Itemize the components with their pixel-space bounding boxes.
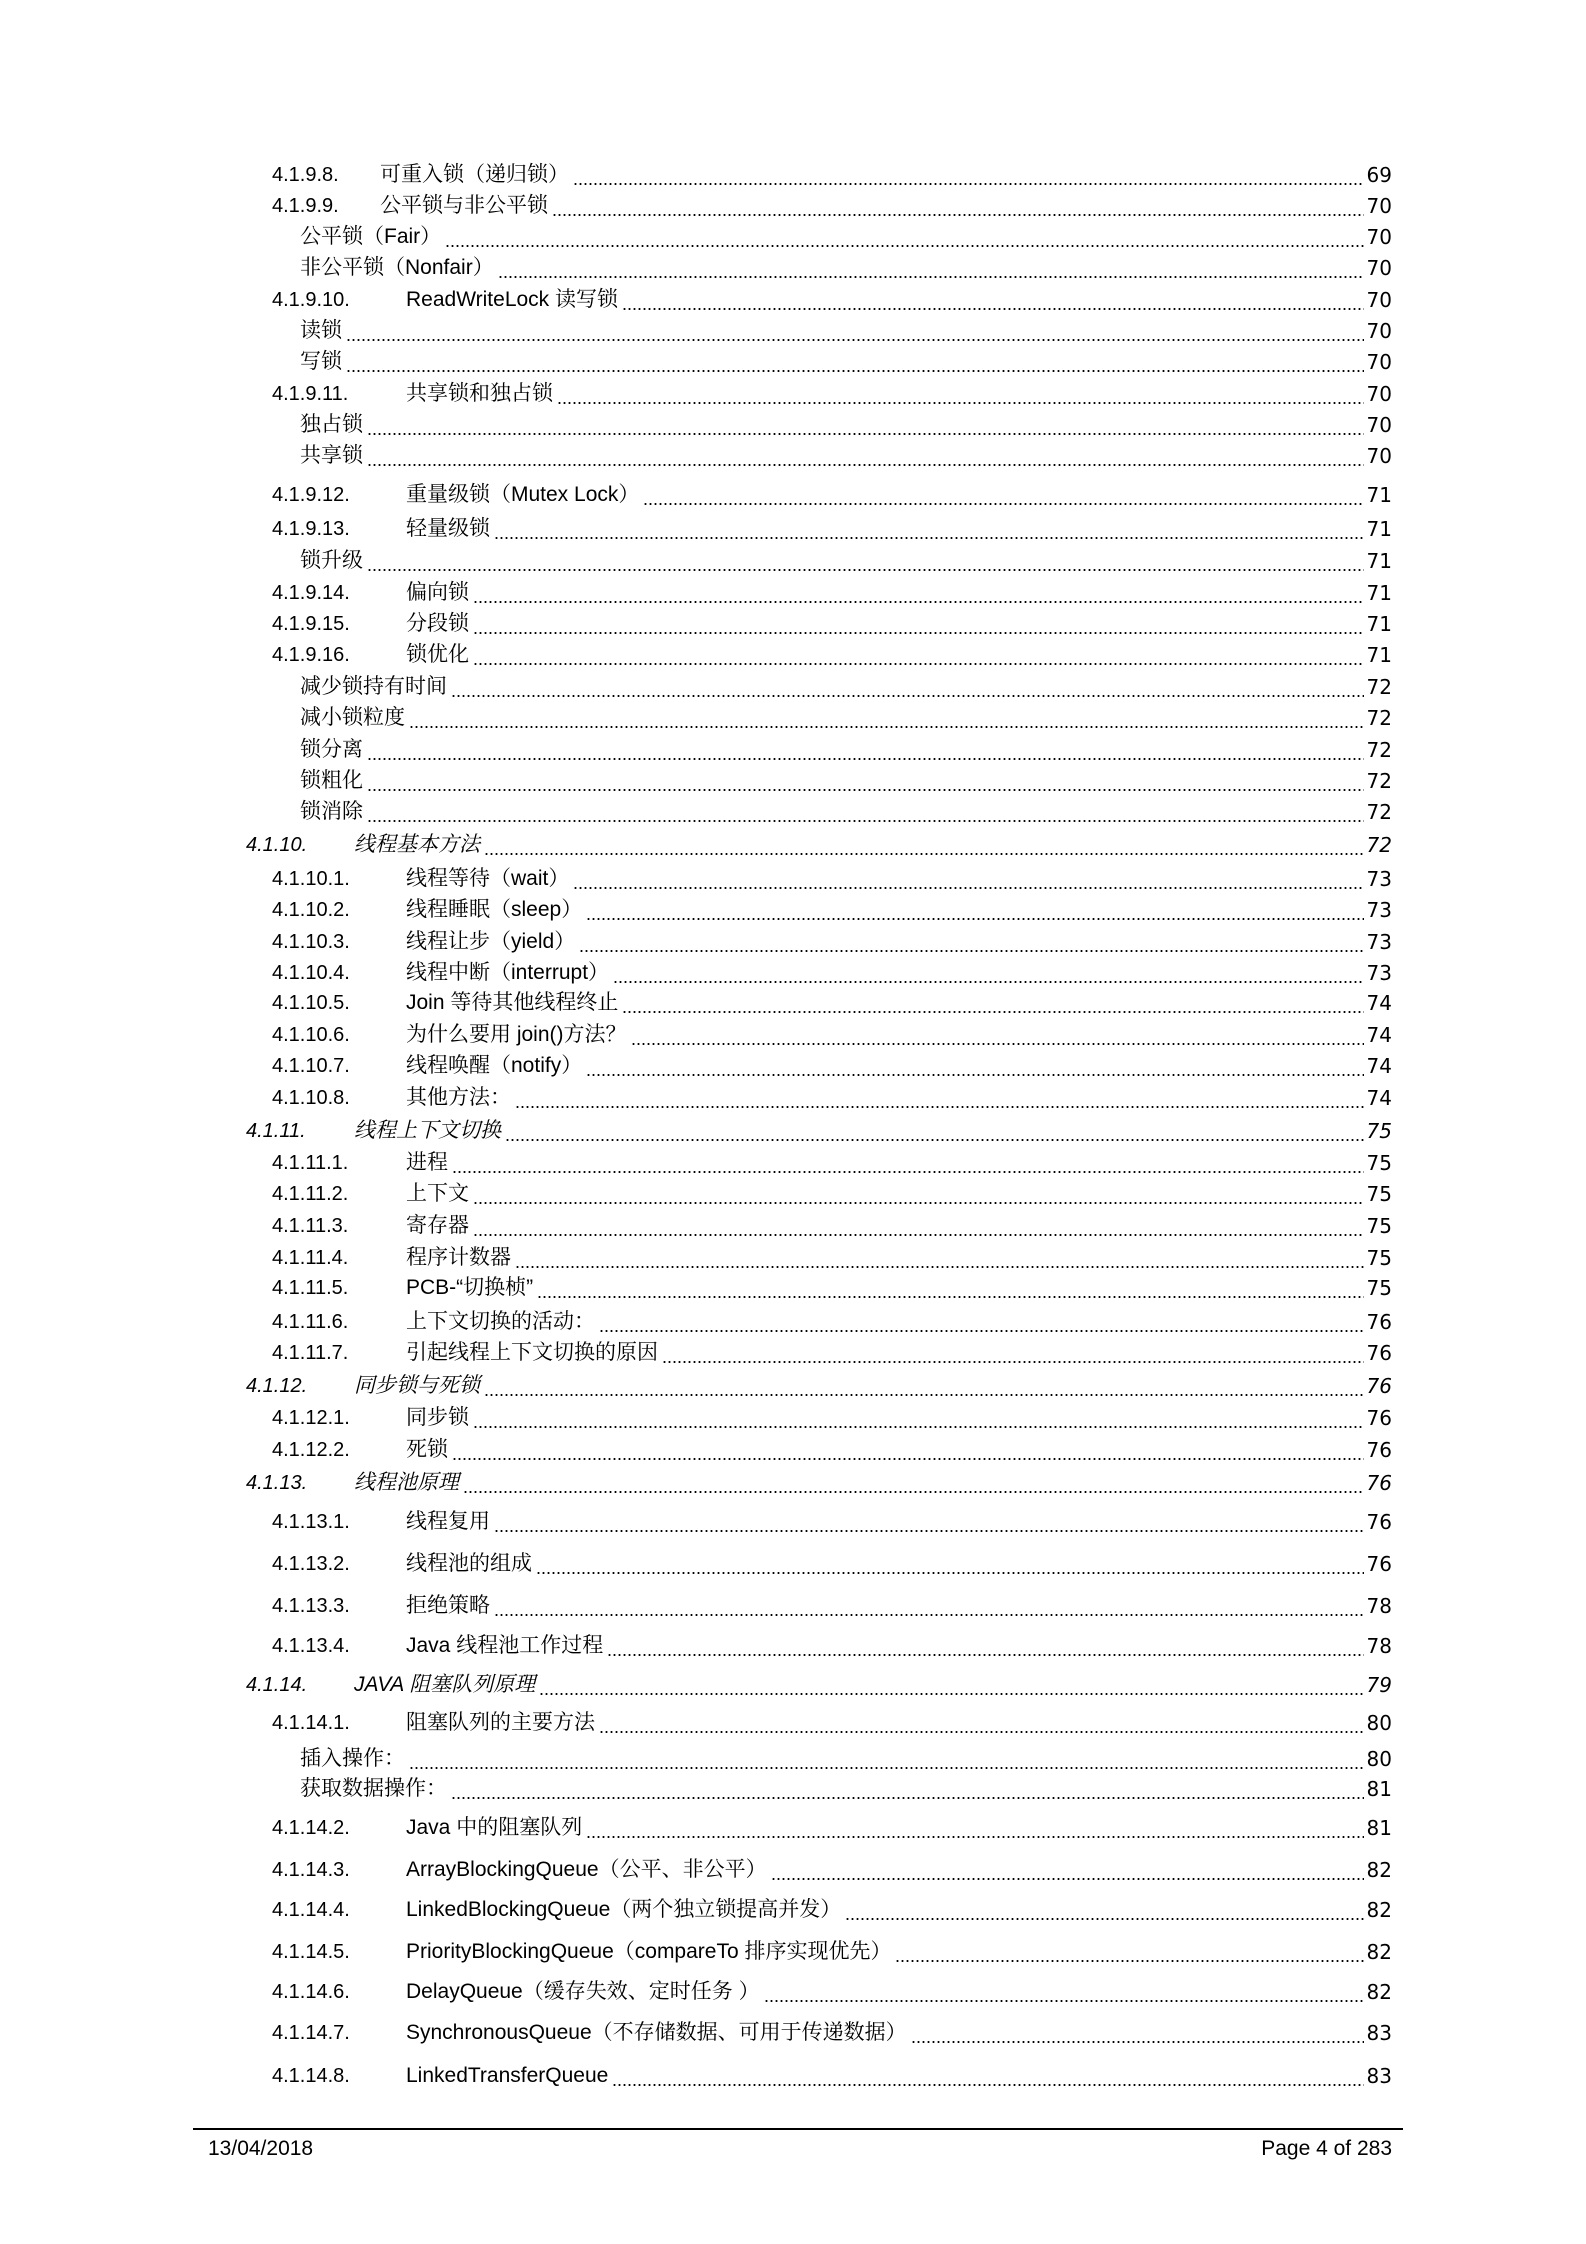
toc-entry-title[interactable]: 减少锁持有时间 (300, 672, 449, 702)
toc-entry-page[interactable]: 70 (1365, 410, 1392, 440)
toc-entry-page[interactable]: 73 (1365, 927, 1392, 957)
toc-entry-title[interactable]: 上下文切换的活动： (406, 1307, 597, 1337)
toc-entry-page[interactable]: 70 (1365, 191, 1392, 221)
toc-entry-page[interactable]: 72 (1365, 735, 1392, 765)
dot-leader (505, 1116, 1364, 1146)
toc-entry-page[interactable]: 73 (1365, 895, 1392, 925)
toc-entry[interactable] (0, 1855, 1586, 1885)
toc-entry-page[interactable]: 70 (1365, 316, 1392, 346)
toc-entry-page[interactable]: 82 (1365, 1895, 1392, 1925)
toc-entry-title[interactable]: 同步锁 (406, 1403, 471, 1433)
toc-entry-page[interactable]: 72 (1365, 703, 1392, 733)
dot-leader (586, 1813, 1364, 1843)
dot-leader (536, 1549, 1364, 1579)
toc-entry[interactable] (0, 1549, 1586, 1579)
toc-entry-title[interactable]: 线程复用 (406, 1507, 492, 1537)
toc-entry[interactable] (0, 160, 1586, 190)
toc-entry-title[interactable]: 获取数据操作： (300, 1774, 449, 1804)
toc-entry[interactable] (0, 766, 1586, 796)
toc-entry-page[interactable]: 80 (1365, 1708, 1392, 1738)
toc-entry-number: 4.1.14.2. (272, 1817, 350, 1839)
dot-leader (845, 1895, 1364, 1925)
toc-entry-title[interactable]: 程序计数器 (406, 1243, 513, 1273)
toc-entry-page[interactable]: 72 (1365, 797, 1392, 827)
toc-entry[interactable] (0, 703, 1586, 733)
toc-entry-page[interactable]: 72 (1365, 830, 1392, 860)
toc-entry-number: 4.1.13.3. (272, 1595, 350, 1617)
toc-entry-title[interactable]: 锁优化 (406, 640, 471, 670)
dot-leader (622, 285, 1364, 315)
dot-leader (484, 830, 1364, 860)
toc-entry-number: 4.1.14.8. (272, 2065, 350, 2087)
toc-entry-page[interactable]: 74 (1365, 1020, 1392, 1050)
toc-entry-title[interactable]: 轻量级锁 (406, 514, 492, 544)
toc-entry[interactable] (0, 1708, 1586, 1738)
toc-entry-title[interactable]: 公平锁与非公平锁 (380, 191, 550, 221)
toc-entry-title[interactable]: 写锁 (300, 347, 344, 377)
toc-entry-page[interactable]: 75 (1365, 1273, 1392, 1303)
toc-entry-number: 4.1.9.12. (272, 484, 350, 506)
toc-entry-title[interactable]: 为什么要用 join()方法？ (406, 1020, 629, 1050)
toc-entry-title[interactable]: 独占锁 (300, 410, 365, 440)
toc-entry-number: 4.1.11. (246, 1120, 306, 1142)
toc-entry[interactable] (0, 1020, 1586, 1050)
toc-entry-title[interactable]: SynchronousQueue（不存储数据、可用于传递数据） (406, 2018, 909, 2048)
toc-entry-page[interactable]: 78 (1365, 1631, 1392, 1661)
dot-leader (451, 672, 1364, 702)
toc-entry-page[interactable]: 69 (1365, 160, 1392, 190)
dot-leader (494, 1507, 1364, 1537)
toc-entry[interactable] (0, 1937, 1586, 1967)
toc-entry-number: 4.1.9.11. (272, 383, 349, 405)
toc-entry-title[interactable]: 线程中断（interrupt） (406, 958, 611, 988)
dot-leader (494, 514, 1364, 544)
toc-entry-title[interactable]: LinkedBlockingQueue（两个独立锁提高并发） (406, 1895, 843, 1925)
toc-entry[interactable] (0, 1243, 1586, 1273)
toc-entry-page[interactable]: 70 (1365, 347, 1392, 377)
dot-leader (573, 864, 1364, 894)
dot-leader (515, 1243, 1364, 1273)
toc-entry-title[interactable]: 其他方法： (406, 1083, 513, 1113)
toc-entry-title[interactable]: 锁升级 (300, 546, 365, 576)
toc-entry[interactable] (0, 1435, 1586, 1465)
toc-entry-page[interactable]: 73 (1365, 864, 1392, 894)
toc-entry[interactable] (0, 1670, 1586, 1700)
dot-leader (367, 410, 1364, 440)
toc-entry-title[interactable]: PriorityBlockingQueue（compareTo 排序实现优先） (406, 1937, 893, 1967)
toc-entry-page[interactable]: 76 (1365, 1371, 1392, 1401)
footer-date: 13/04/2018 (208, 2137, 314, 2160)
toc-entry-number: 4.1.10.1. (272, 868, 350, 890)
toc-entry-page[interactable]: 83 (1365, 2018, 1392, 2048)
dot-leader (409, 703, 1364, 733)
toc-entry-title[interactable]: DelayQueue（缓存失效、定时任务 ） (406, 1977, 762, 2007)
toc-entry[interactable] (0, 1051, 1586, 1081)
dot-leader (473, 640, 1364, 670)
toc-entry-number: 4.1.10.2. (272, 899, 350, 921)
toc-entry-page[interactable]: 81 (1365, 1774, 1392, 1804)
dot-leader (643, 480, 1364, 510)
dot-leader (515, 1083, 1364, 1113)
toc-entry-page[interactable]: 76 (1365, 1403, 1392, 1433)
dot-leader (911, 2018, 1364, 2048)
toc-entry-page[interactable]: 71 (1365, 640, 1392, 670)
toc-entry[interactable] (0, 222, 1586, 252)
dot-leader (409, 1744, 1364, 1774)
toc-entry-number: 4.1.14.1. (272, 1712, 350, 1734)
toc-entry[interactable] (0, 316, 1586, 346)
toc-entry[interactable] (0, 1895, 1586, 1925)
toc-entry-page[interactable]: 71 (1365, 514, 1392, 544)
toc-entry-number: 4.1.11.3. (272, 1215, 349, 1237)
dot-leader (346, 316, 1364, 346)
dot-leader (445, 222, 1364, 252)
dot-leader (367, 546, 1364, 576)
toc-entry[interactable] (0, 1179, 1586, 1209)
toc-entry-title[interactable]: 插入操作： (300, 1744, 407, 1774)
dot-leader (463, 1468, 1364, 1498)
toc-entry-number: 4.1.11.7. (272, 1342, 349, 1364)
toc-entry-page[interactable]: 72 (1365, 672, 1392, 702)
toc-entry-number: 4.1.9.15. (272, 613, 350, 635)
toc-entry-page[interactable]: 70 (1365, 222, 1392, 252)
dot-leader (586, 895, 1364, 925)
toc-entry-title[interactable]: Join 等待其他线程终止 (406, 988, 620, 1018)
dot-leader (613, 958, 1364, 988)
toc-entry-page[interactable]: 74 (1365, 1051, 1392, 1081)
toc-entry[interactable] (0, 1307, 1586, 1337)
toc-entry-title[interactable]: 减小锁粒度 (300, 703, 407, 733)
dot-leader (473, 609, 1364, 639)
toc-entry[interactable] (0, 830, 1586, 860)
dot-leader (612, 2061, 1364, 2091)
toc-entry-number: 4.1.10.6. (272, 1024, 350, 1046)
toc-entry-page[interactable]: 83 (1365, 2061, 1392, 2091)
toc-entry-number: 4.1.14.7. (272, 2022, 350, 2044)
toc-entry-number: 4.1.14.5. (272, 1941, 350, 1963)
toc-entry[interactable] (0, 480, 1586, 510)
toc-entry-page[interactable]: 71 (1365, 609, 1392, 639)
toc-entry-title[interactable]: 共享锁和独占锁 (406, 379, 555, 409)
toc-entry-title[interactable]: 重量级锁（Mutex Lock） (406, 480, 641, 510)
toc-entry-page[interactable]: 74 (1365, 988, 1392, 1018)
toc-entry[interactable] (0, 988, 1586, 1018)
footer-page-number: Page 4 of 283 (1261, 2137, 1392, 2160)
dot-leader (895, 1937, 1364, 1967)
toc-entry[interactable] (0, 285, 1586, 315)
toc-entry-number: 4.1.10.7. (272, 1055, 350, 1077)
toc-entry[interactable] (0, 672, 1586, 702)
toc-entry-page[interactable]: 70 (1365, 441, 1392, 471)
toc-entry-number: 4.1.11.4. (272, 1247, 349, 1269)
toc-entry-number: 4.1.11.5. (272, 1277, 349, 1299)
toc-entry[interactable] (0, 1977, 1586, 2007)
toc-entry-page[interactable]: 79 (1365, 1670, 1392, 1700)
toc-entry-title[interactable]: 线程基本方法 (354, 830, 482, 860)
toc-entry[interactable] (0, 864, 1586, 894)
toc-entry-title[interactable]: 线程上下文切换 (354, 1116, 503, 1146)
toc-entry-number: 4.1.11.6. (272, 1311, 349, 1333)
toc-entry-number: 4.1.13.1. (272, 1511, 350, 1533)
toc-entry[interactable] (0, 2018, 1586, 2048)
toc-entry-number: 4.1.9.13. (272, 518, 350, 540)
toc-entry-page[interactable]: 75 (1365, 1179, 1392, 1209)
toc-entry-title[interactable]: 锁消除 (300, 797, 365, 827)
toc-entry[interactable] (0, 578, 1586, 608)
dot-leader (451, 1774, 1364, 1804)
toc-entry[interactable] (0, 410, 1586, 440)
toc-entry-page[interactable]: 71 (1365, 480, 1392, 510)
dot-leader (539, 1670, 1364, 1700)
toc-entry-title[interactable]: 可重入锁（递归锁） (380, 160, 571, 190)
toc-entry-number: 4.1.10.8. (272, 1087, 350, 1109)
toc-entry-page[interactable]: 71 (1365, 578, 1392, 608)
toc-entry-page[interactable]: 76 (1365, 1435, 1392, 1465)
toc-entry-number: 4.1.9.10. (272, 289, 350, 311)
toc-entry-number: 4.1.12.2. (272, 1439, 350, 1461)
toc-entry-title[interactable]: 阻塞队列的主要方法 (406, 1708, 597, 1738)
dot-leader (599, 1307, 1364, 1337)
toc-entry-page[interactable]: 78 (1365, 1591, 1392, 1621)
toc-entry-page[interactable]: 70 (1365, 285, 1392, 315)
toc-entry-title[interactable]: 线程池原理 (354, 1468, 461, 1498)
dot-leader (367, 735, 1364, 765)
toc-entry[interactable] (0, 640, 1586, 670)
dot-leader (607, 1631, 1364, 1661)
toc-entry-title[interactable]: 分段锁 (406, 609, 471, 639)
dot-leader (552, 191, 1364, 221)
toc-entry[interactable] (0, 546, 1586, 576)
toc-entry[interactable] (0, 347, 1586, 377)
toc-entry-number: 4.1.14. (246, 1674, 308, 1696)
dot-leader (484, 1371, 1364, 1401)
dot-leader (452, 1435, 1364, 1465)
toc-entry-page[interactable]: 75 (1365, 1148, 1392, 1178)
dot-leader (367, 441, 1364, 471)
toc-entry[interactable] (0, 927, 1586, 957)
toc-entry[interactable] (0, 609, 1586, 639)
toc-entry-title[interactable]: 线程池的组成 (406, 1549, 534, 1579)
dot-leader (473, 1403, 1364, 1433)
dot-leader (473, 1211, 1364, 1241)
toc-entry-page[interactable]: 76 (1365, 1468, 1392, 1498)
toc-entry[interactable] (0, 1338, 1586, 1368)
toc-entry[interactable] (0, 1468, 1586, 1498)
dot-leader (498, 253, 1364, 283)
toc-entry-title[interactable]: 拒绝策略 (406, 1591, 492, 1621)
toc-entry-title[interactable]: 公平锁（Fair） (300, 222, 443, 252)
toc-entry[interactable] (0, 1211, 1586, 1241)
dot-leader (367, 766, 1364, 796)
toc-entry-title[interactable]: LinkedTransferQueue (406, 2061, 610, 2091)
toc-entry-title[interactable]: 线程让步（yield） (406, 927, 577, 957)
toc-entry[interactable] (0, 1813, 1586, 1843)
toc-entry-title[interactable]: 锁粗化 (300, 766, 365, 796)
toc-entry-page[interactable]: 74 (1365, 1083, 1392, 1113)
toc-entry-title[interactable]: 共享锁 (300, 441, 365, 471)
toc-entry-title[interactable]: 锁分离 (300, 735, 365, 765)
toc-entry-number: 4.1.14.3. (272, 1859, 350, 1881)
toc-entry[interactable] (0, 1631, 1586, 1661)
dot-leader (631, 1020, 1364, 1050)
toc-entry-title[interactable]: 上下文 (406, 1179, 471, 1209)
toc-entry[interactable] (0, 735, 1586, 765)
toc-entry-number: 4.1.9.9. (272, 195, 339, 217)
toc-entry-number: 4.1.9.8. (272, 164, 339, 186)
toc-entry[interactable] (0, 514, 1586, 544)
toc-entry-title[interactable]: 非公平锁（Nonfair） (300, 253, 496, 283)
toc-entry[interactable] (0, 1083, 1586, 1113)
toc-entry[interactable] (0, 2061, 1586, 2091)
toc-entry-number: 4.1.12.1. (272, 1407, 350, 1429)
dot-leader (473, 578, 1364, 608)
dot-leader (452, 1148, 1364, 1178)
toc-entry-page[interactable]: 76 (1365, 1338, 1392, 1368)
toc-entry[interactable] (0, 1744, 1586, 1774)
toc-entry[interactable] (0, 1116, 1586, 1146)
toc-entry[interactable] (0, 1507, 1586, 1537)
dot-leader (473, 1179, 1364, 1209)
toc-entry[interactable] (0, 379, 1586, 409)
toc-entry-title[interactable]: PCB-“切换桢” (406, 1273, 535, 1303)
dot-leader (599, 1708, 1364, 1738)
dot-leader (622, 988, 1364, 1018)
toc-entry[interactable] (0, 253, 1586, 283)
toc-entry-page[interactable]: 76 (1365, 1507, 1392, 1537)
toc-entry-page[interactable]: 76 (1365, 1307, 1392, 1337)
toc-entry-number: 4.1.12. (246, 1375, 308, 1397)
toc-entry-page[interactable]: 70 (1365, 253, 1392, 283)
toc-entry-title[interactable]: 读锁 (300, 316, 344, 346)
dot-leader (662, 1338, 1364, 1368)
toc-entry-page[interactable]: 75 (1365, 1243, 1392, 1273)
toc-entry-number: 4.1.11.1. (272, 1152, 349, 1174)
toc-entry-page[interactable]: 72 (1365, 766, 1392, 796)
dot-leader (586, 1051, 1364, 1081)
toc-entry-title[interactable]: 偏向锁 (406, 578, 471, 608)
toc-entry-title[interactable]: 线程睡眠（sleep） (406, 895, 584, 925)
dot-leader (573, 160, 1364, 190)
footer-divider (193, 2128, 1403, 2130)
toc-entry-number: 4.1.13. (246, 1472, 308, 1494)
toc-entry[interactable] (0, 958, 1586, 988)
toc-entry-title[interactable]: 寄存器 (406, 1211, 471, 1241)
toc-entry-number: 4.1.11.2. (272, 1183, 349, 1205)
toc-entry-number: 4.1.10.4. (272, 962, 350, 984)
dot-leader (494, 1591, 1364, 1621)
toc-entry[interactable] (0, 797, 1586, 827)
toc-entry[interactable] (0, 1148, 1586, 1178)
dot-leader (557, 379, 1364, 409)
toc-entry-title[interactable]: 线程等待（wait） (406, 864, 571, 894)
toc-entry-page[interactable]: 75 (1365, 1211, 1392, 1241)
dot-leader (579, 927, 1364, 957)
toc-entry-title[interactable]: 引起线程上下文切换的原因 (406, 1338, 660, 1368)
toc-entry[interactable] (0, 1403, 1586, 1433)
toc-entry[interactable] (0, 1591, 1586, 1621)
toc-entry[interactable] (0, 1273, 1586, 1303)
toc-entry-title[interactable]: Java 线程池工作过程 (406, 1631, 605, 1661)
toc-entry-number: 4.1.13.2. (272, 1553, 350, 1575)
toc-entry-page[interactable]: 82 (1365, 1937, 1392, 1967)
toc-entry-page[interactable]: 73 (1365, 958, 1392, 988)
toc-entry-number: 4.1.10.3. (272, 931, 350, 953)
toc-entry-page[interactable]: 82 (1365, 1977, 1392, 2007)
toc-entry-number: 4.1.14.4. (272, 1899, 350, 1921)
toc-entry-number: 4.1.9.16. (272, 644, 350, 666)
toc-entry-title[interactable]: 进程 (406, 1148, 450, 1178)
toc-entry-page[interactable]: 71 (1365, 546, 1392, 576)
toc-entry-page[interactable]: 75 (1365, 1116, 1392, 1146)
toc-entry-number: 4.1.13.4. (272, 1635, 350, 1657)
toc-entry-title[interactable]: 死锁 (406, 1435, 450, 1465)
toc-entry-number: 4.1.9.14. (272, 582, 350, 604)
toc-entry-title[interactable]: Java 中的阻塞队列 (406, 1813, 584, 1843)
toc-entry-page[interactable]: 82 (1365, 1855, 1392, 1885)
toc-entry[interactable] (0, 1371, 1586, 1401)
toc-entry[interactable] (0, 441, 1586, 471)
toc-entry-title[interactable]: ReadWriteLock 读写锁 (406, 285, 620, 315)
toc-entry-number: 4.1.10. (246, 834, 308, 856)
dot-leader (764, 1977, 1364, 2007)
toc-entry-title[interactable]: JAVA 阻塞队列原理 (354, 1670, 537, 1700)
toc-entry[interactable] (0, 1774, 1586, 1804)
dot-leader (346, 347, 1364, 377)
toc-entry-number: 4.1.10.5. (272, 992, 350, 1014)
dot-leader (367, 797, 1364, 827)
toc-entry-page[interactable]: 80 (1365, 1744, 1392, 1774)
toc-entry-number: 4.1.14.6. (272, 1981, 350, 2003)
toc-entry-title[interactable]: 线程唤醒（notify） (406, 1051, 584, 1081)
dot-leader (771, 1855, 1364, 1885)
toc-entry-title[interactable]: ArrayBlockingQueue（公平、非公平） (406, 1855, 769, 1885)
toc-entry-title[interactable]: 同步锁与死锁 (354, 1371, 482, 1401)
toc-entry-page[interactable]: 81 (1365, 1813, 1392, 1843)
toc-entry[interactable] (0, 191, 1586, 221)
toc-entry-page[interactable]: 70 (1365, 379, 1392, 409)
toc-entry-page[interactable]: 76 (1365, 1549, 1392, 1579)
toc-entry[interactable] (0, 895, 1586, 925)
dot-leader (537, 1273, 1364, 1303)
